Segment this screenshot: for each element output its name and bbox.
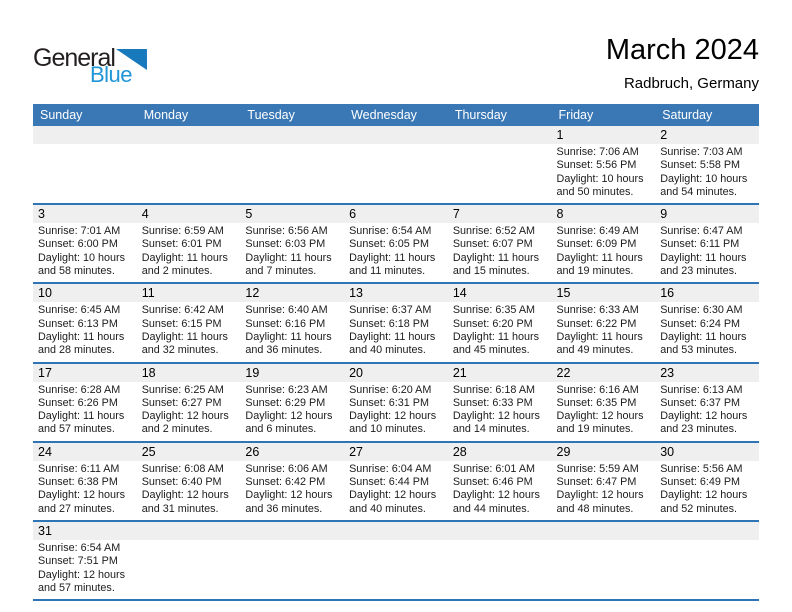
daylight-line: Daylight: 12 hours and 36 minutes. [245,489,333,515]
sunset-line: Sunset: 6:00 PM [38,238,118,251]
sunrise-line: Sunrise: 6:13 AM [660,383,743,396]
day-details [344,540,448,546]
daylight-line: Daylight: 12 hours and 6 minutes. [245,410,333,436]
daylight-line: Daylight: 10 hours and 54 minutes. [660,172,748,198]
week-row-4 [33,363,759,442]
day-number [344,126,448,144]
day-details [448,302,552,361]
sunrise-line: Sunrise: 6:59 AM [141,225,224,238]
day-cell-24 [33,442,137,521]
day-number: 5 [240,205,344,223]
sunset-line: Sunset: 6:05 PM [349,238,429,251]
day-details [240,540,344,546]
sunrise-line: Sunrise: 7:03 AM [660,146,743,158]
sunset-line: Sunset: 6:22 PM [556,317,637,330]
day-details [344,461,448,520]
day-details [33,144,137,150]
day-number: 29 [552,443,656,461]
day-details [137,302,241,361]
sunset-line: Sunset: 6:49 PM [660,476,741,489]
week-row-3 [33,283,759,362]
day-number: 28 [448,443,552,461]
day-number: 6 [344,205,448,223]
sunrise-line: Sunrise: 6:20 AM [349,383,432,396]
day-number: 24 [33,443,137,461]
empty-day-cell [344,126,448,204]
week-row-6 [33,521,759,600]
day-number: 16 [655,284,759,302]
day-details [344,144,448,150]
empty-day-cell [448,521,552,600]
general-blue-logo [33,46,147,86]
day-number: 17 [33,364,137,382]
sunset-line: Sunset: 6:13 PM [38,317,118,330]
day-details [240,302,344,361]
day-details [344,302,448,361]
sunrise-line: Sunrise: 7:06 AM [556,146,639,158]
day-number [448,522,552,540]
daylight-line: Daylight: 11 hours and 36 minutes. [245,330,332,357]
day-cell-3 [33,204,137,283]
empty-day-cell [655,521,759,600]
weekday-header-friday: Friday [552,104,656,126]
day-cell-4 [137,204,241,283]
day-number: 14 [448,284,552,302]
day-number [33,126,137,144]
day-number: 4 [137,205,241,223]
day-cell-20 [344,363,448,442]
day-details [448,223,552,282]
sunrise-line: Sunrise: 6:33 AM [556,304,639,317]
day-details [552,223,656,282]
empty-day-cell [448,126,552,204]
weekday-header-wednesday: Wednesday [344,104,448,126]
day-number: 11 [137,284,241,302]
day-cell-14 [448,283,552,362]
day-details [655,382,759,441]
day-number: 21 [448,364,552,382]
weekday-header-row [33,104,759,126]
sunset-line: Sunset: 6:01 PM [141,238,222,251]
sunset-line: Sunset: 6:42 PM [245,476,326,489]
day-number [344,522,448,540]
day-number: 7 [448,205,552,223]
sunset-line: Sunset: 6:24 PM [660,317,741,330]
sunset-line: Sunset: 6:46 PM [452,476,533,489]
day-cell-16 [655,283,759,362]
sunset-line: Sunset: 6:03 PM [245,238,326,251]
day-details [137,540,241,546]
day-number: 19 [240,364,344,382]
sunrise-line: Sunrise: 6:37 AM [349,304,432,317]
day-cell-21 [448,363,552,442]
sunset-line: Sunset: 6:15 PM [141,317,222,330]
day-cell-12 [240,283,344,362]
day-details [344,382,448,441]
week-row-2 [33,204,759,283]
week-row-5 [33,442,759,521]
day-cell-30 [655,442,759,521]
weekday-header-monday: Monday [137,104,241,126]
daylight-line: Daylight: 12 hours and 10 minutes. [349,410,437,436]
sunrise-line: Sunrise: 6:18 AM [452,383,536,396]
daylight-line: Daylight: 11 hours and 7 minutes. [245,251,332,278]
day-details [33,223,137,282]
day-details [448,540,552,546]
day-cell-29 [552,442,656,521]
day-details [137,144,241,150]
sunset-line: Sunset: 6:33 PM [452,396,533,409]
day-details [552,461,656,520]
day-number: 3 [33,205,137,223]
page-subtitle: Radbruch, Germany [623,75,759,92]
daylight-line: Daylight: 11 hours and 40 minutes. [349,330,436,357]
day-number: 2 [655,126,759,144]
daylight-line: Daylight: 11 hours and 11 minutes. [349,251,436,278]
daylight-line: Daylight: 11 hours and 45 minutes. [452,330,540,357]
daylight-line: Daylight: 12 hours and 52 minutes. [660,489,748,515]
sunset-line: Sunset: 5:58 PM [660,159,741,172]
empty-day-cell [240,126,344,204]
day-cell-8 [552,204,656,283]
day-details [448,461,552,520]
sunset-line: Sunset: 6:11 PM [660,238,740,251]
sunrise-line: Sunrise: 6:28 AM [38,383,121,396]
sunrise-line: Sunrise: 6:35 AM [452,304,536,317]
day-cell-5 [240,204,344,283]
sunset-line: Sunset: 6:20 PM [452,317,533,330]
sunset-line: Sunset: 6:40 PM [141,476,222,489]
sunset-line: Sunset: 6:27 PM [141,396,222,409]
day-number: 10 [33,284,137,302]
day-number [137,522,241,540]
day-number [655,522,759,540]
daylight-line: Daylight: 11 hours and 57 minutes. [38,410,125,436]
sunrise-line: Sunrise: 6:56 AM [245,225,328,238]
sunrise-line: Sunrise: 6:54 AM [349,225,432,238]
sunrise-line: Sunrise: 6:54 AM [38,541,121,554]
day-cell-18 [137,363,241,442]
day-details [137,461,241,520]
empty-day-cell [137,521,241,600]
calendar-table [33,104,759,601]
day-details [655,461,759,520]
daylight-line: Daylight: 11 hours and 2 minutes. [141,251,228,278]
daylight-line: Daylight: 11 hours and 28 minutes. [38,330,125,357]
day-cell-23 [655,363,759,442]
day-details [344,223,448,282]
day-number [552,522,656,540]
sunset-line: Sunset: 6:26 PM [38,396,118,409]
sunrise-line: Sunrise: 6:25 AM [141,383,224,396]
day-cell-9 [655,204,759,283]
day-number: 31 [33,522,137,540]
sunrise-line: Sunrise: 6:04 AM [349,462,432,475]
sunrise-line: Sunrise: 5:59 AM [556,462,639,475]
daylight-line: Daylight: 12 hours and 44 minutes. [452,489,540,515]
daylight-line: Daylight: 12 hours and 31 minutes. [141,489,229,515]
day-cell-27 [344,442,448,521]
weekday-header-sunday: Sunday [33,104,137,126]
day-cell-31 [33,521,137,600]
sunset-line: Sunset: 5:56 PM [556,159,637,172]
sunrise-line: Sunrise: 6:01 AM [452,462,536,475]
day-number: 22 [552,364,656,382]
day-details [655,302,759,361]
day-cell-7 [448,204,552,283]
sunrise-line: Sunrise: 6:06 AM [245,462,328,475]
daylight-line: Daylight: 12 hours and 57 minutes. [38,568,126,594]
empty-day-cell [240,521,344,600]
daylight-line: Daylight: 11 hours and 32 minutes. [141,330,228,357]
day-number: 13 [344,284,448,302]
day-details [137,223,241,282]
day-cell-15 [552,283,656,362]
day-number: 26 [240,443,344,461]
day-cell-11 [137,283,241,362]
daylight-line: Daylight: 12 hours and 2 minutes. [141,410,229,436]
day-cell-25 [137,442,241,521]
day-number [137,126,241,144]
day-cell-28 [448,442,552,521]
sunset-line: Sunset: 6:38 PM [38,476,118,489]
day-cell-22 [552,363,656,442]
day-details [137,382,241,441]
daylight-line: Daylight: 11 hours and 15 minutes. [452,251,540,278]
day-details [552,382,656,441]
sunset-line: Sunset: 7:51 PM [38,555,118,568]
sunrise-line: Sunrise: 6:49 AM [556,225,639,238]
day-cell-13 [344,283,448,362]
sunset-line: Sunset: 6:47 PM [556,476,637,489]
day-number: 20 [344,364,448,382]
day-details [448,144,552,150]
daylight-line: Daylight: 12 hours and 40 minutes. [349,489,437,515]
day-number: 12 [240,284,344,302]
sunrise-line: Sunrise: 6:23 AM [245,383,328,396]
sunrise-line: Sunrise: 6:30 AM [660,304,743,317]
sunrise-line: Sunrise: 6:47 AM [660,225,743,238]
weekday-header-saturday: Saturday [655,104,759,126]
day-number: 9 [655,205,759,223]
sunset-line: Sunset: 6:18 PM [349,317,429,330]
day-number: 27 [344,443,448,461]
day-cell-17 [33,363,137,442]
day-details [240,144,344,150]
sunset-line: Sunset: 6:35 PM [556,396,637,409]
day-cell-19 [240,363,344,442]
title-block [606,34,759,92]
daylight-line: Daylight: 12 hours and 19 minutes. [556,410,644,436]
day-number: 25 [137,443,241,461]
day-number [240,522,344,540]
daylight-line: Daylight: 11 hours and 19 minutes. [556,251,643,278]
sunrise-line: Sunrise: 6:16 AM [556,383,639,396]
sunrise-line: Sunrise: 6:52 AM [452,225,536,238]
empty-day-cell [137,126,241,204]
day-details [33,382,137,441]
empty-day-cell [33,126,137,204]
sunset-line: Sunset: 6:16 PM [245,317,326,330]
sunset-line: Sunset: 6:09 PM [556,238,637,251]
daylight-line: Daylight: 11 hours and 53 minutes. [660,330,747,357]
sunset-line: Sunset: 6:44 PM [349,476,429,489]
day-details [33,302,137,361]
day-details [240,382,344,441]
sunset-line: Sunset: 6:37 PM [660,396,741,409]
sunrise-line: Sunrise: 6:40 AM [245,304,328,317]
daylight-line: Daylight: 12 hours and 23 minutes. [660,410,748,436]
day-details [33,540,137,599]
day-number: 30 [655,443,759,461]
day-details [655,540,759,546]
sunset-line: Sunset: 6:07 PM [452,238,533,251]
day-details [552,144,656,203]
sunrise-line: Sunrise: 6:45 AM [38,304,121,317]
day-details [655,144,759,203]
day-cell-10 [33,283,137,362]
page-title: March 2024 [605,34,759,66]
sunrise-line: Sunrise: 6:11 AM [38,462,120,475]
day-cell-1 [552,126,656,204]
logo-text-general: General [33,44,115,72]
logo-text-blue: Blue [90,62,133,87]
daylight-line: Daylight: 12 hours and 27 minutes. [38,489,126,515]
day-number: 23 [655,364,759,382]
day-details [240,461,344,520]
daylight-line: Daylight: 10 hours and 50 minutes. [556,172,644,198]
week-row-1 [33,126,759,204]
daylight-line: Daylight: 12 hours and 14 minutes. [452,410,540,436]
day-number [448,126,552,144]
sunset-line: Sunset: 6:31 PM [349,396,429,409]
day-cell-6 [344,204,448,283]
day-details [448,382,552,441]
day-cell-26 [240,442,344,521]
weekday-header-thursday: Thursday [448,104,552,126]
empty-day-cell [552,521,656,600]
daylight-line: Daylight: 12 hours and 48 minutes. [556,489,644,515]
day-cell-2 [655,126,759,204]
sunrise-line: Sunrise: 5:56 AM [660,462,743,475]
calendar-body [33,126,759,600]
day-number [240,126,344,144]
day-number: 18 [137,364,241,382]
day-details [33,461,137,520]
day-details [552,302,656,361]
sunrise-line: Sunrise: 6:42 AM [141,304,224,317]
sunset-line: Sunset: 6:29 PM [245,396,326,409]
day-details [240,223,344,282]
sunrise-line: Sunrise: 7:01 AM [38,225,121,238]
day-number: 1 [552,126,656,144]
sunrise-line: Sunrise: 6:08 AM [141,462,224,475]
daylight-line: Daylight: 10 hours and 58 minutes. [38,251,126,278]
day-details [655,223,759,282]
daylight-line: Daylight: 11 hours and 49 minutes. [556,330,643,357]
day-number: 8 [552,205,656,223]
daylight-line: Daylight: 11 hours and 23 minutes. [660,251,747,278]
day-number: 15 [552,284,656,302]
empty-day-cell [344,521,448,600]
day-details [552,540,656,546]
weekday-header-tuesday: Tuesday [240,104,344,126]
